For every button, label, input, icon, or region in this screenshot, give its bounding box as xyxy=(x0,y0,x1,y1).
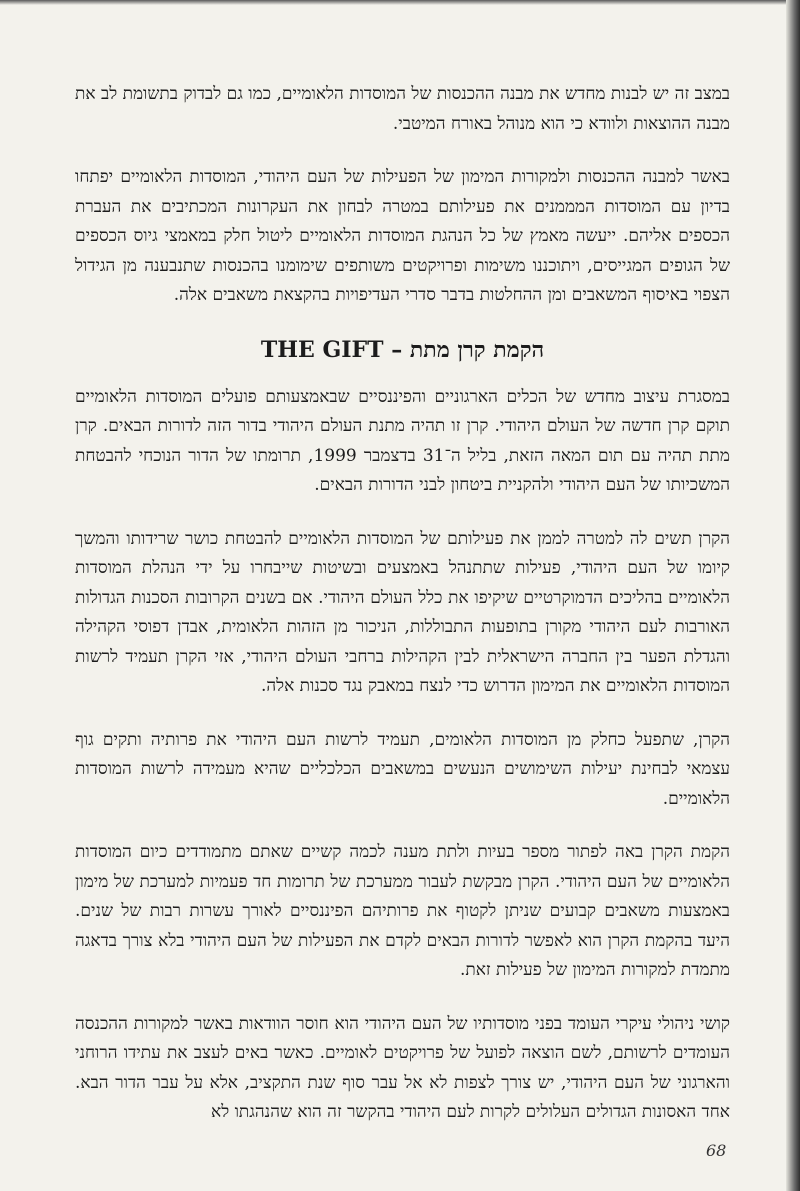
paragraph: הקרן תשים לה למטרה לממן את פעילותם של המוסדות הלאומיים להבטחת כושר שרידותו והמשך קיומו של העם היהודי, פעילות שתתנהל באמצעים ובשיטות שייבחרו על ידי הנהלת המוסדות הלאומיים בהליכים הדמוקרטיים שיקיפו את כלל העולם היהודי. אם בשנים הקרובות הסכנות הגדולות האורבות לעם היהודי מקורן בתופעות התבוללות, הניכור מן הזהות הלאומית, אבדן דפוסי הקהילה והגדלת הפער בין החברה הישראלית לבין הקהילות ברחבי העולם היהודי, אזי הקרן תעמיד לרשות המוסדות הלאומיים את המימון הדרוש כדי לנצח במאבק נגד סכנות אלה. xyxy=(75,528,730,696)
heading-hebrew: הקמת קרן מתת xyxy=(409,336,545,363)
paragraph: הקרן, שתפעל כחלק מן המוסדות הלאומים, תעמיד לרשות העם היהודי את פרותיה ותקים גוף עצמאי לבחינת יעילות השימושים הנעשים במשאבים הכלכליים שהיא מעמידה לרשות המוסדות הלאומיים. xyxy=(75,729,730,809)
paragraph: באשר למבנה ההכנסות ולמקורות המימון של הפעילות של העם היהודי, המוסדות הלאומיים יפתחו בדיון עם המוסדות המממנים את פעילותם במטרה לבחון את העקרונות המכתיבים את העברת הכספים אליהם. ייעשה מאמץ של כל הנהגת המוסדות הלאומיים ליטול חלק במאמצי גיוס הכספים של הגופים המגייסים, ויתוכננו משימות ופרויקטים משותפים שימומנו בהכנסות שתנבענה מן הגידול הצפוי באיסוף המשאבים ומן ההחלטות בדבר סדרי העדיפויות בהקצאת משאבים אלה. xyxy=(75,167,730,305)
document-page xyxy=(75,80,730,1152)
page-number: 68 xyxy=(706,1141,727,1160)
paragraph: במסגרת עיצוב מחדש של הכלים הארגוניים והפיננסיים שבאמצעותם פועלים המוסדות הלאומיים תוקם קרן חדשה של העולם היהודי. קרן זו תהיה מתנת העולם היהודי בדור הזה לדורות הבאים. קרן מתת תהיה עם תום המאה הזאת, בליל ה־31 בדצמבר 1999, תרומתו של הדור הנוכחי להבטחת המשכיותו של העם היהודי ולהקניית ביטחון לבני הדורות הבאים. xyxy=(75,386,730,495)
paragraph: הקמת הקרן באה לפתור מספר בעיות ולתת מענה לכמה קשיים שאתם מתמודדים כיום המוסדות הלאומיים של העם היהודי. הקרן מבקשת לעבור ממערכת של תרומות חד פעמיות למערכת של מימון באמצעות משאבים קבועים שניתן לקטוף את פרותיהם הפיננסיים לאורך עשרות רבות של שנים. היעד בהקמת הקרן הוא לאפשר לדורות הבאים לקדם את הפעילות של העם היהודי בלא צורך בדאגה מתמדת למקורות המימון של פעילות זאת. xyxy=(75,842,730,980)
paragraph: במצב זה יש לבנות מחדש את מבנה ההכנסות של המוסדות הלאומיים, כמו גם לבדוק בתשומת לב את מבנה ההוצאות ולוודא כי הוא מנוהל באורח המיטבי. xyxy=(75,84,730,134)
page-top-edge-shadow xyxy=(0,0,800,5)
heading-english: THE GIFT xyxy=(260,336,384,363)
paragraph: קושי ניהולי עיקרי העומד בפני מוסדותיו של העם היהודי הוא חוסר הוודאות באשר למקורות ההכנסה העומדים לרשותם, לשם הוצאה לפועל של פרויקטים לאומיים. כאשר באים לעצב את עתידו הרוחני והארגוני של העם היהודי, יש צורך לצפות לא אל עבר סוף שנת התקציב, אלא על עבר הדור הבא. אחד האסונות הגדולים העלולים לקרות לעם היהודי בהקשר זה הוא שהנהגתו לא xyxy=(75,1013,730,1122)
section-heading xyxy=(75,335,730,365)
page-right-edge-shadow xyxy=(786,0,800,1191)
heading-dash: – xyxy=(391,336,403,363)
